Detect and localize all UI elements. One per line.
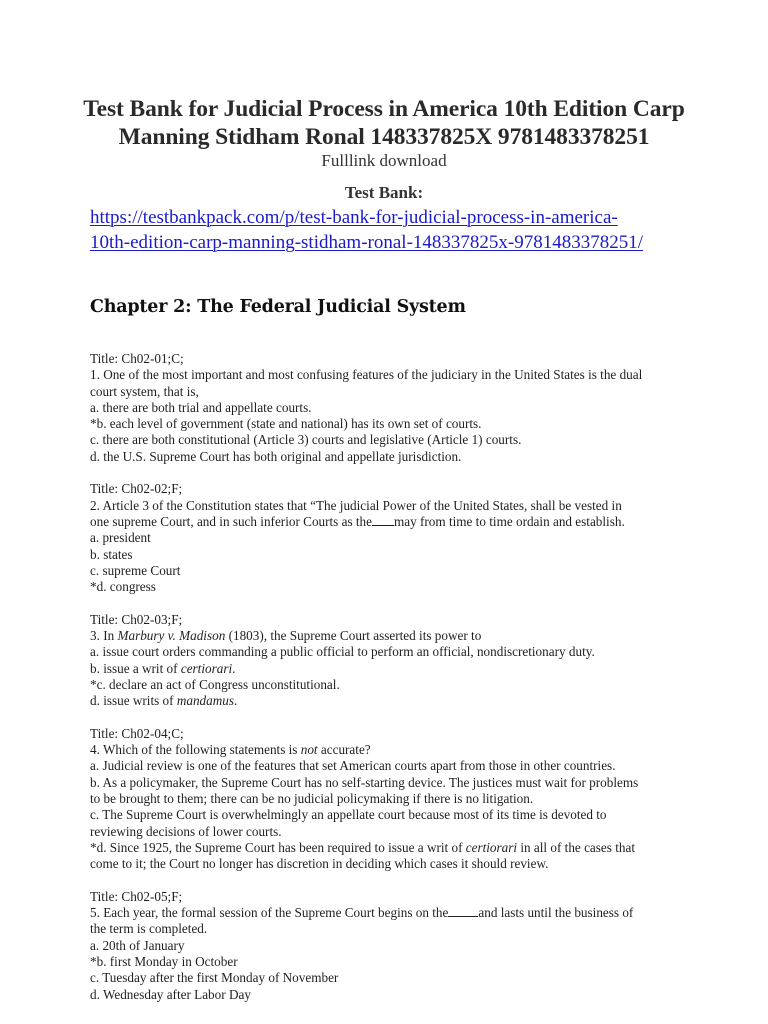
option-d-correct: *d. congress xyxy=(90,579,156,595)
question-2 xyxy=(90,481,690,595)
question-stem-continued: one supreme Court, and in such inferior Courts as the may from time to time ordain and establish. xyxy=(90,513,625,529)
option-a: a. 20th of January xyxy=(90,937,185,953)
question-title: Title: Ch02-02;F; xyxy=(90,481,183,497)
fill-in-blank xyxy=(448,905,478,917)
option-b: b. states xyxy=(90,546,133,562)
chapter-heading: Chapter 2: The Federal Judicial System xyxy=(90,297,466,317)
document-title xyxy=(0,95,768,151)
option-d: d. issue writs of mandamus. xyxy=(90,693,238,709)
case-name: Marbury v. Madison xyxy=(117,628,226,644)
question-title: Title: Ch02-03;F; xyxy=(90,611,183,627)
option-a: a. Judicial review is one of the features that set American courts apart from those in other countries. xyxy=(90,758,616,774)
option-b-continued: to be brought to them; there can be no judicial policymaking if there is no litigation. xyxy=(90,791,534,807)
question-stem: 2. Article 3 of the Constitution states that “The judicial Power of the United States, shall be vested in xyxy=(90,497,622,513)
option-d: d. Wednesday after Labor Day xyxy=(90,986,251,1002)
option-b-correct: *b. first Monday in October xyxy=(90,953,238,969)
option-c-continued: reviewing decisions of lower courts. xyxy=(90,823,282,839)
option-b: b. As a policymaker, the Supreme Court has no self-starting device. The justices must wait for problems xyxy=(90,774,639,790)
document-title-line-1: Test Bank for Judicial Process in America 10th Edition Carp xyxy=(83,96,685,122)
question-stem: 5. Each year, the formal session of the Supreme Court begins on the and lasts until the business of xyxy=(90,905,634,921)
question-5 xyxy=(90,889,690,1003)
option-a: a. president xyxy=(90,530,151,546)
question-list xyxy=(90,351,690,1019)
download-link-line-2[interactable]: 10th-edition-carp-manning-stidham-ronal-148337825x-9781483378251/ xyxy=(90,232,644,253)
question-stem-continued: court system, that is, xyxy=(90,383,199,399)
option-c: c. Tuesday after the first Monday of November xyxy=(90,970,339,986)
option-a: a. there are both trial and appellate courts. xyxy=(90,399,312,415)
question-stem-continued: the term is completed. xyxy=(90,921,208,937)
option-d-continued: come to it; the Court no longer has discretion in deciding which cases it should review. xyxy=(90,856,549,872)
option-a: a. issue court orders commanding a public official to perform an official, nondiscretionary duty. xyxy=(90,644,595,660)
option-c: c. The Supreme Court is overwhelmingly an appellate court because most of its time is devoted to xyxy=(90,807,607,823)
option-c-correct: *c. declare an act of Congress unconstitutional. xyxy=(90,676,340,692)
question-stem: 4. Which of the following statements is not accurate? xyxy=(90,742,371,758)
question-stem: 3. In Marbury v. Madison (1803), the Supreme Court asserted its power to xyxy=(90,628,482,644)
question-1 xyxy=(90,351,690,465)
option-b: b. issue a writ of certiorari. xyxy=(90,660,236,676)
question-4 xyxy=(90,726,690,873)
option-b-correct: *b. each level of government (state and national) has its own set of courts. xyxy=(90,416,482,432)
option-c: c. supreme Court xyxy=(90,562,181,578)
option-d-correct: *d. Since 1925, the Supreme Court has been required to issue a writ of certiorari in all of the cases that xyxy=(90,839,635,855)
subtitle: Fulllink download xyxy=(321,151,447,170)
test-bank-label: Test Bank: xyxy=(344,183,424,202)
fill-in-blank xyxy=(372,514,394,526)
download-link[interactable] xyxy=(90,205,730,255)
option-c: c. there are both constitutional (Article 3) courts and legislative (Article 1) courts. xyxy=(90,432,522,448)
question-title: Title: Ch02-05;F; xyxy=(90,888,183,904)
document-title-line-2: Manning Stidham Ronal 148337825X 9781483378251 xyxy=(118,124,650,150)
question-3 xyxy=(90,612,690,710)
question-title: Title: Ch02-04;C; xyxy=(90,725,184,741)
download-link-line-1[interactable]: https://testbankpack.com/p/test-bank-for-judicial-process-in-america- xyxy=(90,207,618,228)
question-stem: 1. One of the most important and most confusing features of the judiciary in the United States is the dual xyxy=(90,367,643,383)
question-title: Title: Ch02-01;C; xyxy=(90,351,184,366)
option-d: d. the U.S. Supreme Court has both original and appellate jurisdiction. xyxy=(90,448,462,464)
